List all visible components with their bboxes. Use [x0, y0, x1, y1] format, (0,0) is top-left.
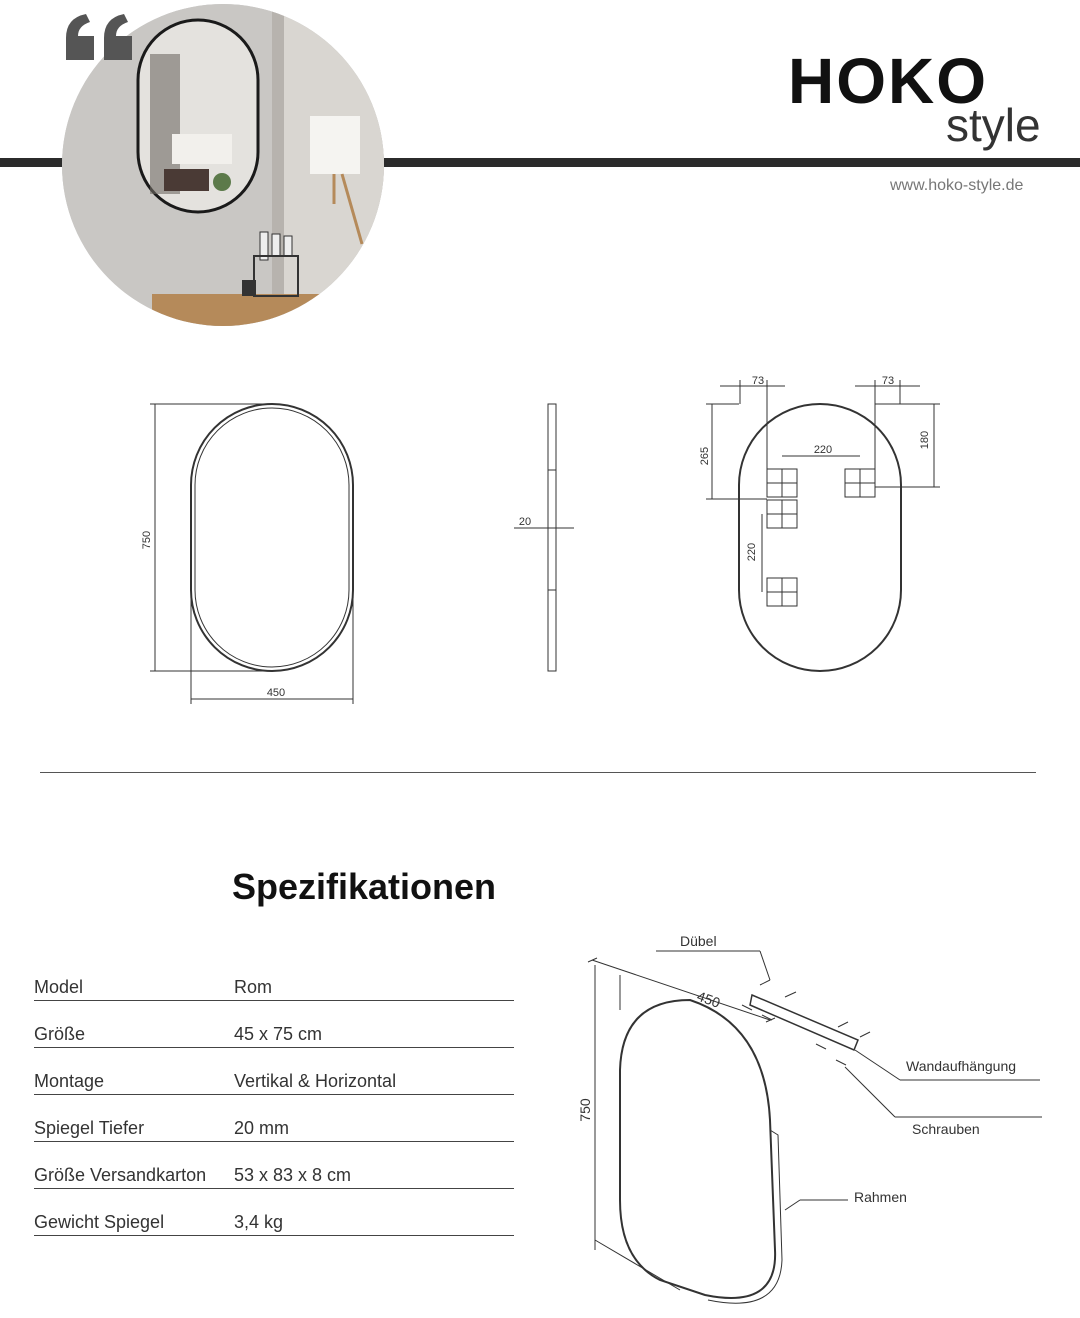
back-right-distance-label: 180 [919, 430, 931, 450]
spec-label: Größe Versandkarton [34, 1165, 207, 1185]
spec-value: 3,4 kg [234, 1212, 284, 1232]
specs-title: Spezifikationen [232, 866, 497, 907]
spec-label: Montage [34, 1071, 105, 1091]
website-url[interactable]: www.hoko-style.de [890, 177, 1024, 194]
front-width-label: 450 [266, 687, 286, 699]
spec-value: 45 x 75 cm [234, 1024, 323, 1044]
section-divider [40, 772, 1036, 773]
brand-logo-sub: style [946, 99, 1041, 151]
spec-value: 20 mm [234, 1118, 290, 1138]
side-mirror-outline [548, 404, 556, 671]
back-top-distance-label: 265 [699, 446, 711, 466]
front-height-label: 750 [141, 530, 153, 550]
back-vertical-distance-label: 220 [746, 542, 758, 562]
front-mirror-outline [191, 404, 353, 671]
technical-drawings [0, 360, 1080, 720]
brand-logo: HOKO [788, 45, 988, 117]
side-depth-label: 20 [518, 516, 532, 528]
mounting-diagram [0, 920, 1080, 1318]
spec-value: 53 x 83 x 8 cm [234, 1165, 352, 1185]
spec-label: Größe [34, 1024, 86, 1044]
label-rahmen: Rahmen [854, 1189, 907, 1205]
back-left-offset-label: 73 [751, 375, 765, 387]
label-duebel: Dübel [680, 933, 717, 949]
spec-value: Vertikal & Horizontal [234, 1071, 397, 1091]
mirror-perspective [620, 1000, 775, 1298]
spec-value: Rom [234, 977, 273, 997]
wall-bracket [750, 995, 858, 1050]
label-wandaufhaengung: Wandaufhängung [906, 1058, 1017, 1074]
exploded-width-label: 450 [694, 987, 723, 1011]
spec-label: Model [34, 977, 84, 997]
spec-label: Spiegel Tiefer [34, 1118, 145, 1138]
back-hole-distance-label: 220 [813, 444, 833, 456]
exploded-height-label: 750 [577, 1098, 593, 1122]
spec-label: Gewicht Spiegel [34, 1212, 165, 1232]
label-schrauben: Schrauben [912, 1121, 980, 1137]
quote-icon [66, 14, 136, 65]
back-right-offset-label: 73 [881, 375, 895, 387]
